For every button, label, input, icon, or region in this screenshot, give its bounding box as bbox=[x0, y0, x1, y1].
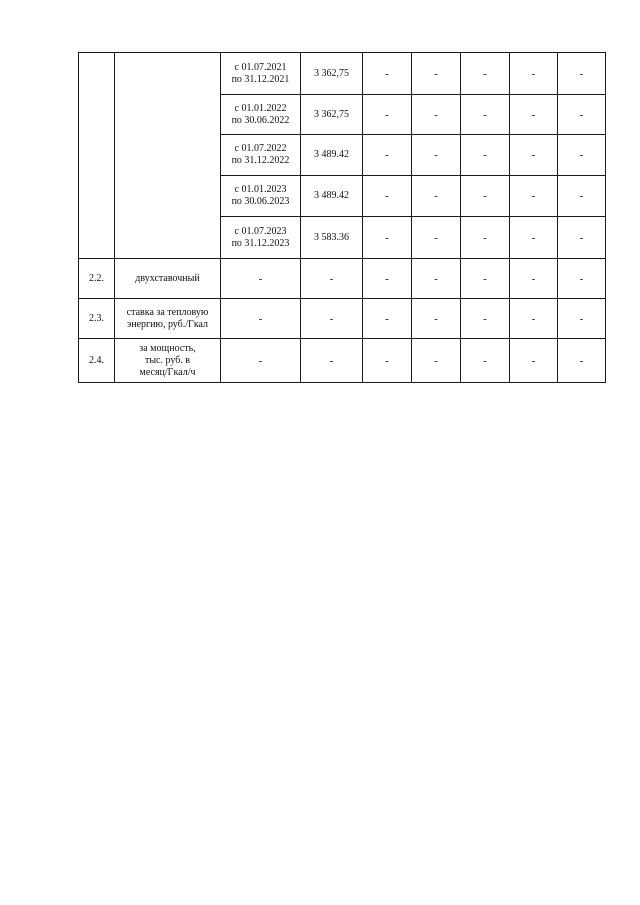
dash-cell: - bbox=[363, 217, 412, 259]
tariff-value-cell: - bbox=[301, 299, 363, 339]
dash-cell: - bbox=[461, 259, 510, 299]
period-to: по 31.12.2021 bbox=[231, 73, 290, 85]
dash-cell: - bbox=[412, 95, 461, 135]
dash-cell: - bbox=[558, 53, 606, 95]
dash-cell: - bbox=[363, 135, 412, 176]
row-label-cell bbox=[115, 299, 221, 339]
tariff-value-cell: 3 362,75 bbox=[301, 53, 363, 95]
period-cell bbox=[221, 95, 301, 135]
dash-cell: - bbox=[558, 299, 606, 339]
dash-cell: - bbox=[412, 339, 461, 383]
dash-cell: - bbox=[558, 95, 606, 135]
tariff-value-cell: 3 362,75 bbox=[301, 95, 363, 135]
period-cell: - bbox=[221, 259, 301, 299]
table-row bbox=[79, 259, 606, 299]
dash-cell: - bbox=[510, 339, 558, 383]
tariff-value-cell: 3 489.42 bbox=[301, 176, 363, 217]
dash-cell: - bbox=[412, 176, 461, 217]
dash-cell: - bbox=[412, 53, 461, 95]
period-from: с 01.01.2023 bbox=[234, 184, 287, 195]
dash-cell: - bbox=[363, 299, 412, 339]
period-cell bbox=[221, 53, 301, 95]
dash-cell: - bbox=[510, 53, 558, 95]
period-cell: - bbox=[221, 339, 301, 383]
period-cell bbox=[221, 217, 301, 259]
dash-cell: - bbox=[510, 217, 558, 259]
dash-cell: - bbox=[461, 299, 510, 339]
dash-cell: - bbox=[558, 176, 606, 217]
dash-cell: - bbox=[363, 259, 412, 299]
table-row bbox=[79, 299, 606, 339]
dash-cell: - bbox=[363, 53, 412, 95]
period-cell bbox=[221, 176, 301, 217]
period-cell bbox=[221, 135, 301, 176]
row-label-line: месяц/Гкал/ч bbox=[139, 366, 196, 378]
dash-cell: - bbox=[461, 339, 510, 383]
row-label-cell bbox=[115, 339, 221, 383]
table-row bbox=[79, 53, 606, 95]
row-label-line: за мощность, bbox=[139, 342, 196, 354]
period-to: по 31.12.2023 bbox=[231, 237, 290, 249]
dash-cell: - bbox=[461, 53, 510, 95]
dash-cell: - bbox=[510, 259, 558, 299]
dash-cell: - bbox=[510, 135, 558, 176]
dash-cell: - bbox=[412, 135, 461, 176]
dash-cell: - bbox=[558, 217, 606, 259]
dash-cell: - bbox=[412, 217, 461, 259]
dash-cell: - bbox=[363, 339, 412, 383]
tariff-value-cell: - bbox=[301, 259, 363, 299]
row-number-cell-empty bbox=[79, 53, 115, 259]
period-to: по 30.06.2022 bbox=[231, 114, 290, 126]
row-number-cell: 2.4. bbox=[79, 339, 115, 383]
row-label-line: энергию, руб./Гкал bbox=[126, 318, 209, 330]
dash-cell: - bbox=[461, 217, 510, 259]
period-from: с 01.01.2022 bbox=[234, 102, 287, 114]
period-to: по 31.12.2022 bbox=[231, 155, 290, 166]
dash-cell: - bbox=[510, 176, 558, 217]
row-label-line: ставка за тепловую bbox=[126, 306, 209, 318]
dash-cell: - bbox=[412, 259, 461, 299]
tariff-value-cell: 3 583.36 bbox=[301, 217, 363, 259]
dash-cell: - bbox=[510, 299, 558, 339]
dash-cell: - bbox=[558, 135, 606, 176]
tariff-value-cell: - bbox=[301, 339, 363, 383]
row-number-cell: 2.3. bbox=[79, 299, 115, 339]
row-label-line: тыс. руб. в bbox=[144, 354, 191, 366]
dash-cell: - bbox=[363, 95, 412, 135]
dash-cell: - bbox=[363, 176, 412, 217]
dash-cell: - bbox=[461, 95, 510, 135]
tariff-value-cell: 3 489.42 bbox=[301, 135, 363, 176]
table-row bbox=[79, 339, 606, 383]
table-body bbox=[79, 53, 606, 383]
dash-cell: - bbox=[558, 259, 606, 299]
dash-cell: - bbox=[412, 299, 461, 339]
dash-cell: - bbox=[558, 339, 606, 383]
row-label-line: двухставочный bbox=[135, 272, 200, 284]
row-label-cell-empty bbox=[115, 53, 221, 259]
dash-cell: - bbox=[461, 135, 510, 176]
period-from: с 01.07.2023 bbox=[234, 225, 287, 237]
row-label-cell bbox=[115, 259, 221, 299]
dash-cell: - bbox=[510, 95, 558, 135]
period-from: с 01.07.2022 bbox=[234, 143, 287, 154]
period-to: по 30.06.2023 bbox=[231, 196, 290, 207]
dash-cell: - bbox=[461, 176, 510, 217]
tariff-table bbox=[78, 52, 606, 383]
period-from: с 01.07.2021 bbox=[234, 61, 287, 73]
row-number-cell: 2.2. bbox=[79, 259, 115, 299]
period-cell: - bbox=[221, 299, 301, 339]
